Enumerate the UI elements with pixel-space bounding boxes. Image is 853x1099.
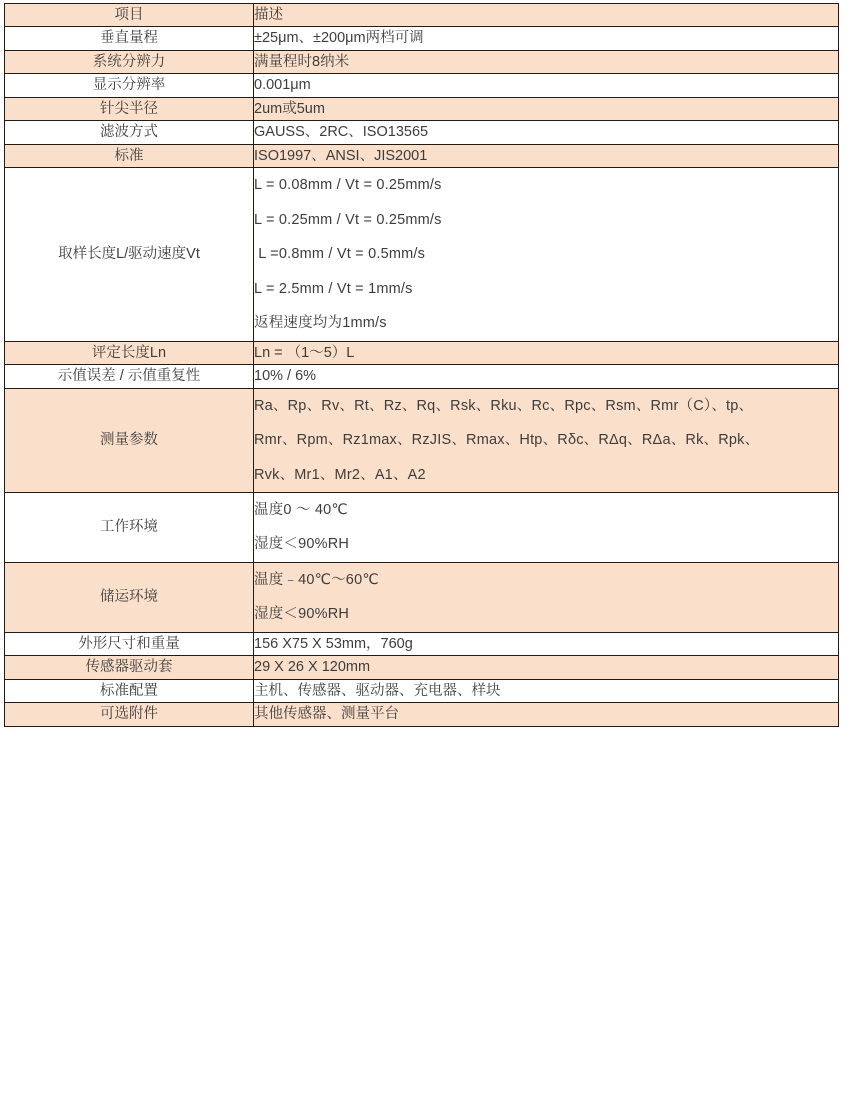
row-description-cell <box>254 74 839 97</box>
row-description-text: 2um或5um <box>254 100 325 117</box>
row-item-cell <box>5 27 254 50</box>
row-item-cell <box>5 656 254 679</box>
row-item-label: 标准配置 <box>100 682 158 699</box>
row-item-cell <box>5 492 254 562</box>
row-description-text: GAUSS、2RC、ISO13565 <box>254 124 429 141</box>
row-item-cell <box>5 703 254 726</box>
row-description-cell <box>254 388 839 492</box>
row-description-cell <box>254 562 839 632</box>
table-row <box>5 27 839 50</box>
row-item-cell <box>5 121 254 144</box>
table-row <box>5 388 839 492</box>
row-description-cell <box>254 168 839 341</box>
row-description-cell <box>254 679 839 702</box>
table-row <box>5 121 839 144</box>
row-item-cell <box>5 562 254 632</box>
header-cell-item <box>5 4 254 27</box>
row-item-cell <box>5 50 254 73</box>
row-item-label: 显示分辨率 <box>92 77 166 94</box>
row-item-label: 可选附件 <box>100 706 158 723</box>
row-item-label: 评定长度Ln <box>91 344 167 361</box>
row-item-label: 垂直量程 <box>100 30 158 47</box>
row-description-line: L = 0.08mm / Vt = 0.25mm/s <box>254 177 442 194</box>
row-item-label: 针尖半径 <box>100 100 158 117</box>
row-item-label: 示值误差 / 示值重复性 <box>57 368 201 385</box>
row-description-line: Rmr、Rpm、Rz1max、RzJIS、Rmax、Htp、Rδc、RΔq、RΔa、Rk、Rpk、 <box>254 432 760 449</box>
table-body <box>5 4 839 727</box>
row-description-cell <box>254 703 839 726</box>
row-description-line: Rvk、Mr1、Mr2、A1、A2 <box>254 466 426 483</box>
row-description-line: 湿度＜90%RH <box>254 606 350 623</box>
row-description-text: 满量程时8纳米 <box>254 53 350 70</box>
table-row <box>5 703 839 726</box>
row-item-cell <box>5 74 254 97</box>
row-description-cell <box>254 365 839 388</box>
table-row <box>5 168 839 341</box>
table-row <box>5 492 839 562</box>
row-description-line: L = 0.25mm / Vt = 0.25mm/s <box>254 211 442 228</box>
row-item-label: 测量参数 <box>100 432 158 449</box>
row-description-text: 其他传感器、测量平台 <box>254 706 399 723</box>
row-description-text: Ln = （1～5）L <box>254 344 355 361</box>
table-row <box>5 365 839 388</box>
row-item-label: 储运环境 <box>100 589 158 606</box>
row-description-cell <box>254 632 839 655</box>
row-description-text: 156 X75 X 53mm，760g <box>254 635 413 652</box>
table-row <box>5 341 839 364</box>
row-description-cell <box>254 656 839 679</box>
row-description-multiline <box>254 563 838 632</box>
row-item-label: 系统分辨力 <box>92 53 166 70</box>
row-description-multiline <box>254 168 838 340</box>
row-description-text: ±25μm、±200μm两档可调 <box>254 30 424 47</box>
row-item-label: 工作环境 <box>100 519 158 536</box>
row-item-label: 标准 <box>114 147 144 164</box>
row-item-cell <box>5 144 254 167</box>
row-description-cell <box>254 27 839 50</box>
table-row <box>5 50 839 73</box>
row-description-line: 湿度＜90%RH <box>254 536 350 553</box>
row-description-text: ISO1997、ANSI、JIS2001 <box>254 147 428 164</box>
row-description-cell <box>254 341 839 364</box>
table-row <box>5 632 839 655</box>
row-item-cell <box>5 365 254 388</box>
table-header-row <box>5 4 839 27</box>
row-item-label: 传感器驱动套 <box>85 659 173 676</box>
row-item-cell <box>5 341 254 364</box>
row-description-line: 温度﹣40℃～60℃ <box>254 571 379 588</box>
table-row <box>5 679 839 702</box>
row-item-cell <box>5 97 254 120</box>
row-item-cell <box>5 388 254 492</box>
specification-table <box>4 3 839 727</box>
row-item-cell <box>5 168 254 341</box>
row-description-line: 温度0 ～ 40℃ <box>254 501 348 518</box>
header-item-label: 项目 <box>114 7 144 23</box>
row-description-line: L = 2.5mm / Vt = 1mm/s <box>254 280 413 297</box>
row-description-line: Ra、Rp、Rv、Rt、Rz、Rq、Rsk、Rku、Rc、Rpc、Rsm、Rmr（C）、tp、 <box>254 397 754 414</box>
row-item-label: 取样长度L/驱动速度Vt <box>58 246 200 263</box>
table-row <box>5 74 839 97</box>
row-description-text: 0.001μm <box>254 77 311 94</box>
row-description-cell <box>254 144 839 167</box>
row-description-cell <box>254 492 839 562</box>
row-description-line: L =0.8mm / Vt = 0.5mm/s <box>254 246 426 263</box>
row-description-text: 主机、传感器、驱动器、充电器、样块 <box>254 682 501 699</box>
table-row <box>5 562 839 632</box>
row-description-cell <box>254 121 839 144</box>
row-description-line: 返程速度均为1mm/s <box>254 315 387 332</box>
row-item-label: 滤波方式 <box>100 124 158 141</box>
row-item-cell <box>5 679 254 702</box>
row-description-multiline <box>254 493 838 562</box>
header-cell-description <box>254 4 839 27</box>
page-root <box>0 3 853 1099</box>
row-description-multiline <box>254 389 838 492</box>
row-description-cell <box>254 50 839 73</box>
table-row <box>5 656 839 679</box>
row-description-cell <box>254 97 839 120</box>
row-item-label: 外形尺寸和重量 <box>78 635 180 652</box>
table-row <box>5 144 839 167</box>
row-item-cell <box>5 632 254 655</box>
header-description-label: 描述 <box>254 7 283 23</box>
row-description-text: 29 X 26 X 120mm <box>254 659 371 676</box>
table-row <box>5 97 839 120</box>
row-description-text: 10% / 6% <box>254 368 317 385</box>
